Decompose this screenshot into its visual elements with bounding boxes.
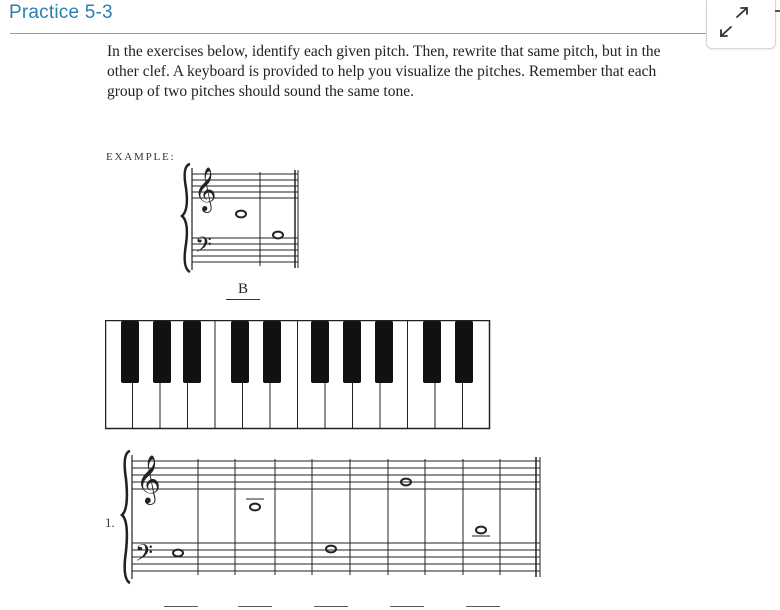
answer-blank[interactable] <box>390 606 424 607</box>
example-note-bass <box>273 232 283 239</box>
treble-clef-icon: 𝄞 <box>194 167 217 211</box>
example-note-treble <box>236 211 246 218</box>
note-bass-5 <box>476 527 486 534</box>
example-label: EXAMPLE: <box>106 151 176 163</box>
page-title: Practice 5-3 <box>9 2 113 23</box>
answer-blank[interactable] <box>164 606 198 607</box>
note-bass-3 <box>326 546 336 553</box>
note-treble-2 <box>250 504 260 511</box>
expand-diagonal-icon <box>707 0 775 48</box>
example-grand-staff <box>180 158 305 278</box>
answer-blanks <box>160 600 520 610</box>
exercise-grand-staff <box>120 447 545 587</box>
answer-blank[interactable] <box>314 606 348 607</box>
answer-blank[interactable] <box>238 606 272 607</box>
piano-keyboard <box>105 320 491 432</box>
note-bass-1 <box>173 550 183 557</box>
bass-clef-icon: 𝄢 <box>135 539 154 572</box>
expand-button[interactable] <box>706 0 776 49</box>
exercise-number: 1. <box>105 515 115 530</box>
example-answer: B <box>226 281 260 300</box>
title-rule <box>10 33 710 34</box>
edge-marker <box>775 10 780 12</box>
instructions-text: In the exercises below, identify each given pitch. Then, rewrite that same pitch, but in the other clef. A keyboard is provided to help you visualize the pitches. Remember that each group of two pitches should sound the same tone. <box>107 43 661 100</box>
page-header <box>0 0 780 36</box>
bass-clef-icon: 𝄢 <box>195 233 212 263</box>
answer-blank[interactable] <box>466 606 500 607</box>
treble-clef-icon: 𝄞 <box>136 454 161 503</box>
